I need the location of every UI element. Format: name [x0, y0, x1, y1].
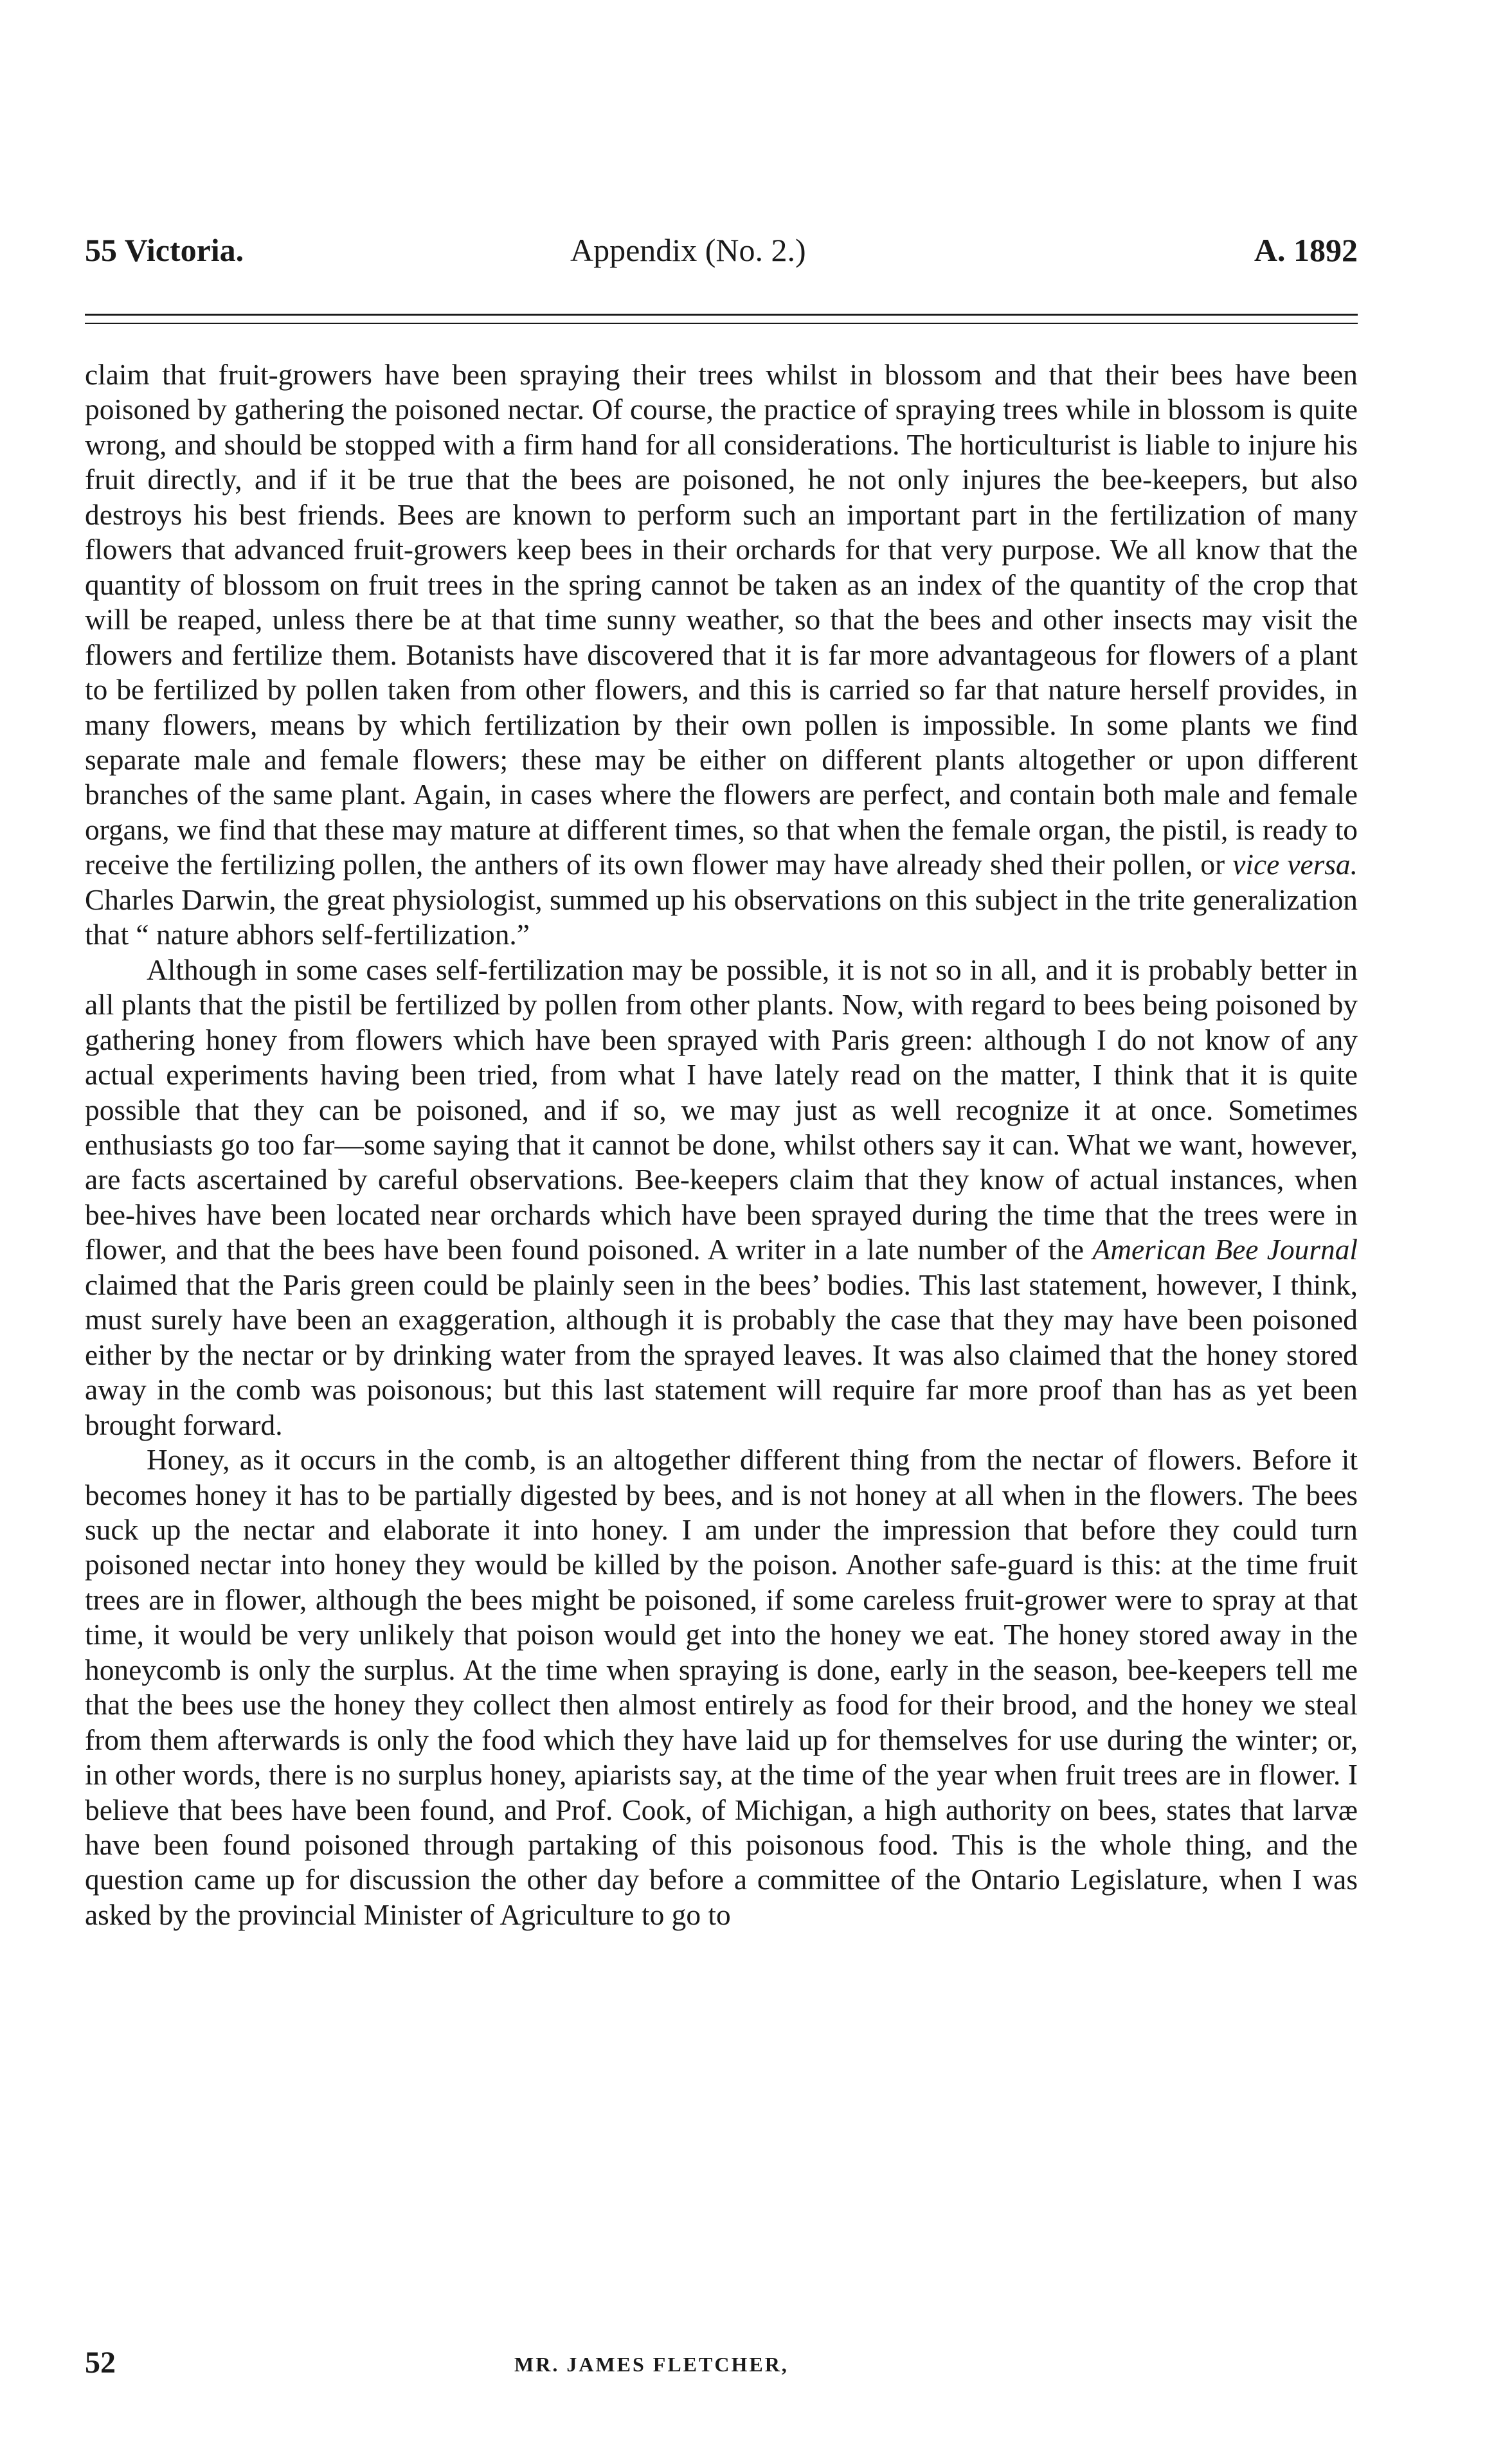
paragraph-1-italic: vice versa.: [1232, 849, 1358, 881]
paragraph-3: Honey, as it occurs in the comb, is an altogether different thing from the nectar of flowers. Before it becomes honey it has to be partially digested by bees, and is not honey at all when in the flowers. The bees suck up the nectar and elaborate it into honey. I am under the impression that before they could turn poisoned nectar into honey they would be killed by the poison. Another safe-guard is this: at the time fruit trees are in flower, although the bees might be poisoned, if some careless fruit-grower were to spray at that time, it would be very unlikely that poison would get into the honey we eat. The honey stored away in the honeycomb is only the surplus. At the time when spraying is done, early in the season, bee-keepers tell me that the bees use the honey they collect then almost entirely as food for their brood, and the honey we steal from them afterwards is only the food which they have laid up for themselves for use during the winter; or, in other words, there is no surplus honey, apiarists say, at the time of the year when fruit trees are in flower. I believe that bees have been found, and Prof. Cook, of Michigan, a high authority on bees, states that larvæ have been found poisoned through partaking of this poisonous food. This is the whole thing, and the question came up for discussion the other day before a committee of the Ontario Legislature, when I was asked by the provincial Minister of Agriculture to go to: [85, 1444, 1358, 1931]
appendix-label: Appendix (No. 2.): [570, 232, 806, 268]
paragraph-1: [85, 357, 1358, 953]
year-label: A. 1892: [1254, 232, 1358, 268]
page-footer: [85, 2345, 1358, 2384]
paragraph-1-text: claim that fruit-growers have been spraying their trees whilst in blossom and that their bees have been poisoned by gathering the poisoned nectar. Of course, the practice of spraying trees while in blossom is quite wrong, and should be stopped with a firm hand for all considerations. The horticulturist is liable to injure his fruit directly, and if it be true that the bees are poisoned, he not only injures the bee-keepers, but also destroys his best friends. Bees are known to perform such an important part in the fertilization of many flowers that advanced fruit-growers keep bees in their orchards for that very purpose. We all know that the quantity of blossom on fruit trees in the spring cannot be taken as an index of the quantity of the crop that will be reaped, unless there be at that time sunny weather, so that the bees and other insects may visit the flowers and fertilize them. Botanists have discovered that it is far more advantageous for flowers of a plant to be fertilized by pollen taken from other flowers, and this is carried so far that nature herself provides, in many flowers, means by which fertilization by their own pollen is impossible. In some plants we find separate male and female flowers; these may be either on different plants altogether or upon different branches of the same plant. Again, in cases where the flowers are perfect, and contain both male and female organs, we find that these may mature at different times, so that when the female organ, the pistil, is ready to receive the fertilizing pollen, the anthers of its own flower may have already shed their pollen, or: [85, 359, 1358, 881]
page-number: 52: [85, 2346, 116, 2380]
paragraph-2-text-a: Although in some cases self-fertilization may be possible, it is not so in all, and it is probably better in all plants that the pistil be fertilized by pollen from other plants. Now, with regard to bees being poisoned by gathering honey from flowers which have been sprayed with Paris green: although I do not know of any actual experiments having been tried, from what I have lately read on the matter, I think that it is quite possible that they can be poisoned, and if so, we may just as well recognize it at once. Sometimes enthusiasts go too far—some saying that it cannot be done, whilst others say it can. What we want, however, are facts ascertained by careful observations. Bee-keepers claim that they know of actual instances, when bee-hives have been located near orchards which have been sprayed during the time that the trees were in flower, and that the bees have been found poisoned. A writer in a late number of the: [85, 953, 1358, 1266]
paragraph-2-text-b: claimed that the Paris green could be plainly seen in the bees’ bodies. This last statement, however, I think, must surely have been an exaggeration, although it is probably the case that they may have been poisoned either by the nectar or by drinking water from the sprayed leaves. It was also claimed that the honey stored away in the comb was poisonous; but this last statement will require far more proof than has as yet been brought forward.: [85, 1268, 1358, 1441]
header-rule-top: [85, 314, 1358, 316]
session-label: 55 Victoria.: [85, 232, 244, 268]
header-rule-bottom: [85, 323, 1358, 324]
running-header: [85, 231, 1358, 283]
author-name: MR. JAMES FLETCHER,: [514, 2353, 789, 2376]
paragraph-1-end: Charles Darwin, the great physiologist, summed up his observations on this subject in the trite generalization that “ nature abhors self-fertilization.”: [85, 883, 1358, 951]
paragraph-2-italic: American Bee Journal: [1092, 1234, 1358, 1266]
body-text: [85, 357, 1358, 1932]
paragraph-2: [85, 953, 1358, 1442]
